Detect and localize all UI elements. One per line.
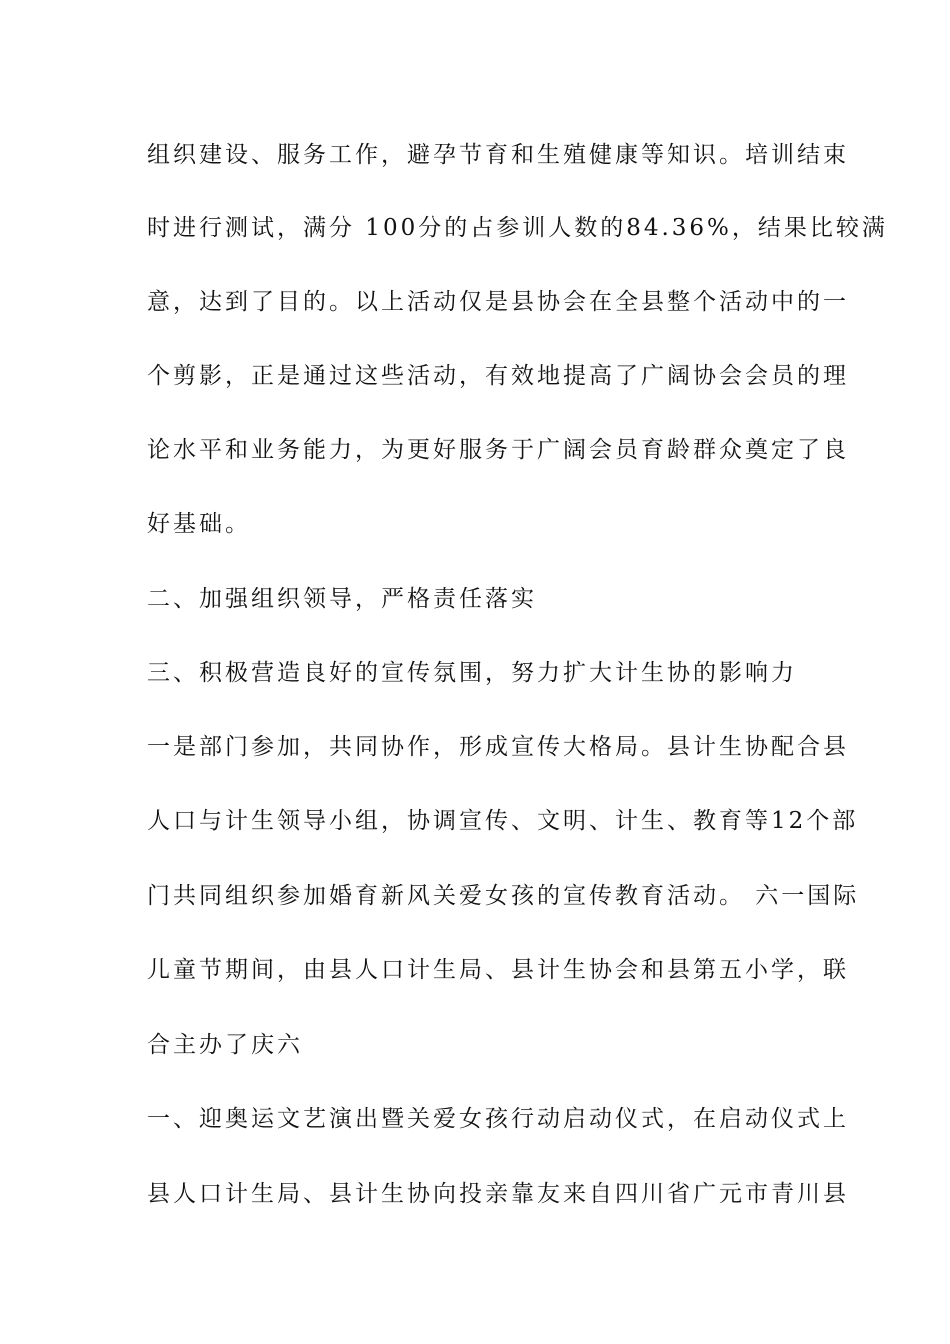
text-line-11: 门共同组织参加婚育新风关爱女孩的宣传教育活动。 六一国际 bbox=[147, 883, 860, 909]
text-line-3: 意，达到了目的。以上活动仅是县协会在全县整个活动中的一 bbox=[147, 289, 849, 315]
section-heading-2: 二、加强组织领导，严格责任落实 bbox=[147, 586, 537, 612]
text-line-13: 合主办了庆六 bbox=[147, 1032, 303, 1058]
text-line-1: 组织建设、服务工作，避孕节育和生殖健康等知识。培训结束 bbox=[147, 142, 849, 168]
text-line-10: 人口与计生领导小组，协调宣传、文明、计生、教育等12个部 bbox=[147, 808, 859, 834]
text-line-14: 一、迎奥运文艺演出暨关爱女孩行动启动仪式，在启动仪式上 bbox=[147, 1106, 849, 1132]
text-line-9: 一是部门参加，共同协作，形成宣传大格局。县计生协配合县 bbox=[147, 734, 849, 760]
text-line-15: 县人口计生局、县计生协向投亲靠友来自四川省广元市青川县 bbox=[147, 1181, 849, 1207]
text-line-4: 个剪影，正是通过这些活动，有效地提高了广阔协会会员的理 bbox=[147, 363, 849, 389]
section-heading-3: 三、积极营造良好的宣传氛围，努力扩大计生协的影响力 bbox=[147, 660, 797, 686]
text-line-5: 论水平和业务能力，为更好服务于广阔会员育龄群众奠定了良 bbox=[147, 437, 849, 463]
text-line-2: 时进行测试，满分 100分的占参训人数的84.36%，结果比较满 bbox=[147, 215, 888, 241]
text-line-12: 儿童节期间，由县人口计生局、县计生协会和县第五小学，联 bbox=[147, 957, 849, 983]
text-line-6: 好基础。 bbox=[147, 511, 251, 537]
